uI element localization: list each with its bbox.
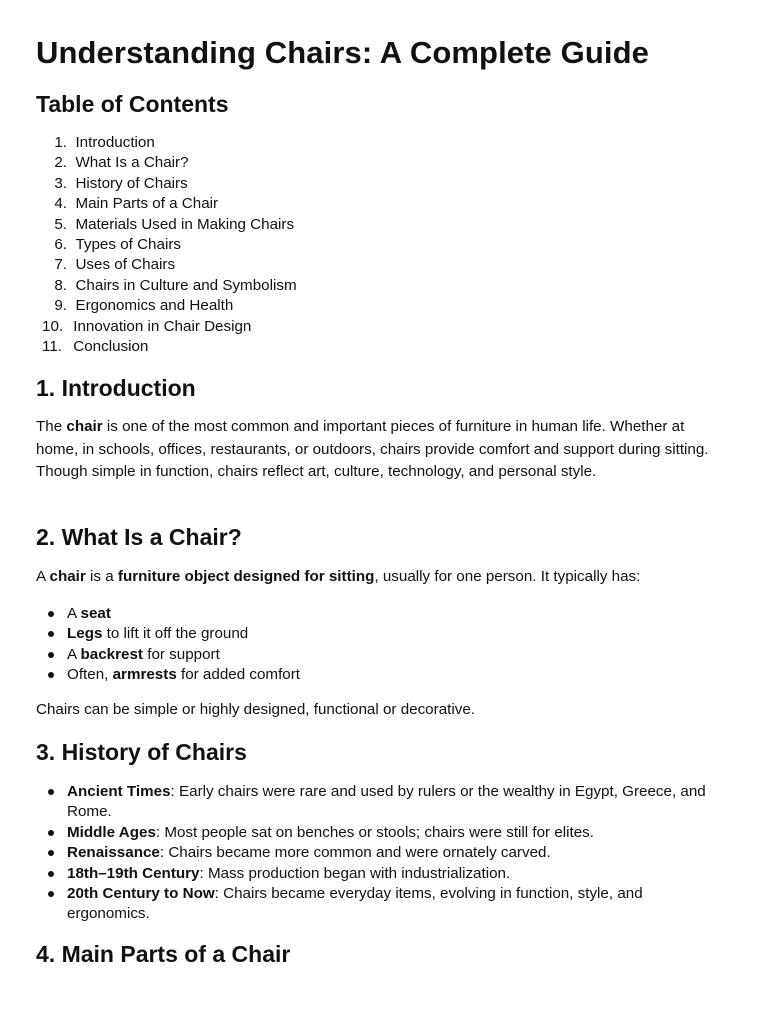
list-item: Legs to lift it off the ground <box>36 624 728 644</box>
document-title: Understanding Chairs: A Complete Guide <box>36 35 649 70</box>
toc-item: 6. Types of Chairs <box>54 236 181 254</box>
toc-item: 2. What Is a Chair? <box>54 154 189 172</box>
list-item: A backrest for support <box>36 645 728 665</box>
list-item: 20th Century to Now: Chairs became everyday items, evolving in function, style, and ergonomics. <box>36 884 728 925</box>
section-heading-introduction: 1. Introduction <box>36 375 196 401</box>
list-item: Ancient Times: Early chairs were rare and used by rulers or the wealthy in Egypt, Greece, and Rome. <box>36 782 728 823</box>
toc-item: 11. Conclusion <box>42 338 149 356</box>
toc-item: 9. Ergonomics and Health <box>54 297 234 315</box>
list-item: Renaissance: Chairs became more common and were ornately carved. <box>36 843 728 863</box>
section-heading-main-parts: 4. Main Parts of a Chair <box>36 941 291 967</box>
toc-item: 8. Chairs in Culture and Symbolism <box>54 276 297 294</box>
toc-item: 10. Innovation in Chair Design <box>42 317 252 335</box>
list-item: Often, armrests for added comfort <box>36 665 728 685</box>
history-list <box>36 782 728 925</box>
toc-item: 7. Uses of Chairs <box>54 256 176 274</box>
what-closing-paragraph: Chairs can be simple or highly designed, functional or decorative. <box>36 701 475 718</box>
list-item: Middle Ages: Most people sat on benches or stools; chairs were still for elites. <box>36 823 728 843</box>
what-paragraph: A chair is a furniture object designed for sitting, usually for one person. It typically has: <box>36 568 641 585</box>
toc-list <box>36 133 297 357</box>
toc-item: 3. History of Chairs <box>54 174 188 192</box>
section-heading-history: 3. History of Chairs <box>36 739 247 765</box>
toc-item: 5. Materials Used in Making Chairs <box>54 215 295 233</box>
intro-paragraph: The chair is one of the most common and important pieces of furniture in human life. Whether at home, in schools, offices, restaurants, or outdoors, chairs provide comfort and support during sitting. Though simple in function, chairs reflect art, culture, technology, and personal style. <box>36 418 709 480</box>
list-item: 18th–19th Century: Mass production began with industrialization. <box>36 864 728 884</box>
toc-heading: Table of Contents <box>36 91 229 117</box>
toc-item: 1. Introduction <box>54 134 155 151</box>
chair-features-list <box>36 604 728 686</box>
toc-item: 4. Main Parts of a Chair <box>54 195 219 213</box>
list-item: A seat <box>36 604 728 624</box>
section-heading-what-is-a-chair: 2. What Is a Chair? <box>36 524 242 550</box>
